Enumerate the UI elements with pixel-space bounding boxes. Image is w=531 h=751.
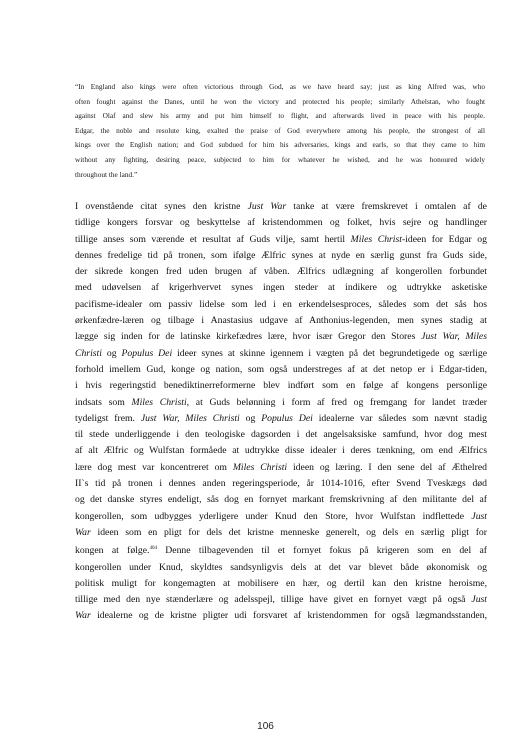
quote-line: without any fighting, desiring peace, subjected to him for whatever he wished, and he was honoured widely [75,154,485,164]
body-line: og det danske styres endeligt, sås dog en fornyet markant fremskrivning af den militante del af [75,494,487,506]
body-line: kongerollen, som udbygges yderligere under Knud den Store, hvor Wulfstan indflettede Just [75,510,487,522]
quote-line: kings over the English nation; and God subdued for him his adversaries, kings and earls, so that they came to him [75,140,485,150]
footnote-ref[interactable]: 404 [149,546,157,552]
body-line: War idealerne og de kristne pligter udi forsvaret af kristendommen for også lægmandsstanden, [75,610,487,622]
body-line: Christi og Populus Dei ideer synes at skinne igennem i vægten på det begrundetigede og særlige [75,347,487,359]
quote-line: throughout the land.” [75,169,138,179]
body-line: der sikrede kongen fred uden brugen af våben. Ælfrics udlægning af kongerollen forbundet [75,266,487,278]
body-line: I ovenstående citat synes den kristne Just War tanke at være fremskrevet i omtalen af de [75,201,487,212]
body-line: kongen at følge.$^{404}$ Denne tilbagevenden til et fornyet fokus på krigeren som en del af [75,545,487,557]
body-line: indsats som Miles Christi, at Guds belønning i form af fred og fremgang for landet træder [75,396,487,408]
body-line: i hvis regeringstid benediktinerreformerne blev indført som en følge af kongens personlige [75,380,487,392]
body-line: forhold imellem Gud, konge og nation, som også understreges af at det netop er i Edgar-tiden, [75,363,487,375]
quote-line: often fought against the Danes, until he won the victory and protected his people; similarly Athelstan, who fought [75,96,485,106]
body-line: med udøvelsen af krigerhvervet synes ingen steder at indikere og udtrykke asketiske [75,282,487,294]
body-line: dennes fredelige tid på tronen, som ifølge Ælfric synes at nyde en særlig gunst fra Guds side, [75,249,487,261]
body-line: lægge sig inden for de latinske kirkefædres lære, hvor især Gregor den Stores Just War, Miles [75,331,487,343]
body-line: War ideen som en pligt for dels det kristne menneske generelt, og dels en særlig pligt for [75,526,487,538]
body-line: tidlige kongers forsvar og beskyttelse af kristendommen og folket, hvis sejre og handlinger [75,217,487,229]
quote-line: against Olaf and slew his army and put him himself to flight, and afterwards lived in peace with his people. [75,111,485,121]
quote-line: “In England also kings were often victorious through God, as we have heard say; just as king Alfred was, who [75,82,485,91]
block-quote [75,80,485,182]
body-line: tydeligst frem. Just War, Miles Christi og Populus Dei idealerne var således som nævnt stadig [75,412,487,424]
body-line: tillige med den nye stænderlære og adelsspejl, tillige have givet en fornyet vægt på også Just [75,594,487,606]
body-line: af alt Ælfric og Wulfstan formåede at udtrykke disse idealer i deres tænkning, om end Ælfrics [75,445,487,457]
body-line: kongerollen under Knud, skyldtes sandsynligvis dels at det var blevet både økonomisk og [75,561,487,573]
body-line: ørkenfædre-læren og tilbage i Anastasius udgave af Anthonius-legenden, men synes stadig at [75,315,487,327]
quote-line: Edgar, the noble and resolute king, exalted the praise of God everywhere among his people, the strongest of all [75,125,485,135]
body-line: lære dog mest var koncentreret om Miles Christi ideen og læring. I den sene del af Æthelred [75,461,487,473]
body-line: tillige anses som værende et resultat af Guds vilje, samt hertil Miles Christ-ideen for Edgar og [75,233,487,245]
body-line: til stede underliggende i den teologiske dagsorden i det angelsaksiske samfund, hvor dog mest [75,429,487,441]
body-line: pacifisme-idealer om passiv lidelse som led i en erkendelsesproces, således som det sås hos [75,298,487,310]
page-number: 106 [257,721,274,732]
body-line: politisk muligt for kongemagten at mobilisere en hær, og dertil kan den kristne heroisme, [75,577,487,589]
body-line: II`s tid på tronen i dennes anden regeringsperiode, år 1014-1016, efter Svend Tveskægs død [75,478,487,490]
body-paragraph [75,199,487,625]
